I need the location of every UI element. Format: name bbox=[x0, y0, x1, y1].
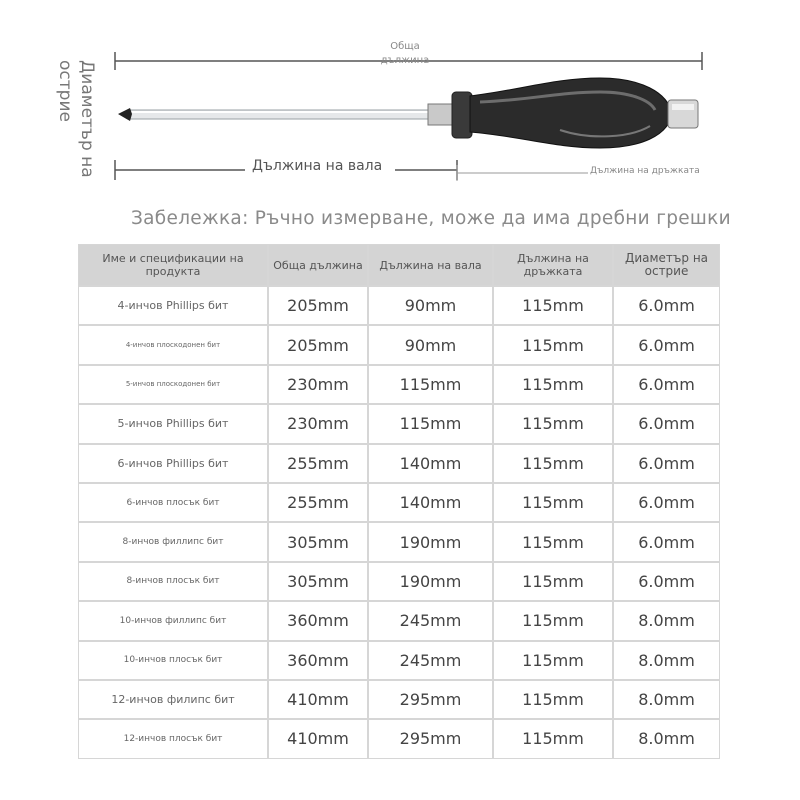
screwdriver-illustration bbox=[0, 0, 800, 210]
table-row bbox=[78, 680, 720, 719]
cell-product-name: 8-инчов плосък бит bbox=[78, 562, 268, 601]
cell-tip-diameter: 6.0mm bbox=[613, 562, 720, 601]
header-tip-diameter: Диаметър на острие bbox=[613, 244, 720, 286]
cell-total-length: 305mm bbox=[268, 522, 368, 561]
header-handle-length: Дължина на дръжката bbox=[493, 244, 613, 286]
cell-shaft-length: 140mm bbox=[368, 444, 493, 483]
cell-product-name: 4-инчов Phillips бит bbox=[78, 286, 268, 325]
cell-tip-diameter: 6.0mm bbox=[613, 325, 720, 364]
cell-handle-length: 115mm bbox=[493, 483, 613, 522]
cell-tip-diameter: 6.0mm bbox=[613, 522, 720, 561]
table-row bbox=[78, 719, 720, 758]
cell-handle-length: 115mm bbox=[493, 444, 613, 483]
table-row bbox=[78, 325, 720, 364]
cell-total-length: 255mm bbox=[268, 444, 368, 483]
cell-total-length: 360mm bbox=[268, 641, 368, 680]
cell-handle-length: 115mm bbox=[493, 404, 613, 443]
cell-product-name: 5-инчов плоскодонен бит bbox=[78, 365, 268, 404]
header-product-name: Име и спецификации на продукта bbox=[78, 244, 268, 286]
screwdriver-handle bbox=[452, 78, 698, 148]
cell-handle-length: 115mm bbox=[493, 365, 613, 404]
cell-shaft-length: 245mm bbox=[368, 601, 493, 640]
cell-shaft-length: 140mm bbox=[368, 483, 493, 522]
header-total-length: Обща дължина bbox=[268, 244, 368, 286]
cell-product-name: 10-инчов плосък бит bbox=[78, 641, 268, 680]
cell-handle-length: 115mm bbox=[493, 522, 613, 561]
cell-product-name: 6-инчов плосък бит bbox=[78, 483, 268, 522]
cell-handle-length: 115mm bbox=[493, 286, 613, 325]
cell-handle-length: 115mm bbox=[493, 601, 613, 640]
measurement-note: Забележка: Ръчно измерване, може да има дребни грешки bbox=[131, 208, 731, 229]
cell-tip-diameter: 6.0mm bbox=[613, 444, 720, 483]
handle-length-label: Дължина на дръжката bbox=[590, 166, 700, 176]
screwdriver-diagram bbox=[0, 0, 800, 210]
table-row bbox=[78, 404, 720, 443]
table-header-row bbox=[78, 244, 720, 286]
cell-total-length: 230mm bbox=[268, 404, 368, 443]
total-length-label: Обща дължина bbox=[380, 41, 430, 66]
cell-product-name: 8-инчов филлипс бит bbox=[78, 522, 268, 561]
cell-product-name: 4-инчов плоскодонен бит bbox=[78, 325, 268, 364]
screwdriver-shaft bbox=[118, 104, 454, 125]
cell-shaft-length: 90mm bbox=[368, 325, 493, 364]
cell-total-length: 205mm bbox=[268, 325, 368, 364]
cell-handle-length: 115mm bbox=[493, 680, 613, 719]
cell-total-length: 255mm bbox=[268, 483, 368, 522]
cell-handle-length: 115mm bbox=[493, 641, 613, 680]
cell-shaft-length: 295mm bbox=[368, 680, 493, 719]
cell-tip-diameter: 8.0mm bbox=[613, 719, 720, 758]
cell-handle-length: 115mm bbox=[493, 719, 613, 758]
cell-product-name: 6-инчов Phillips бит bbox=[78, 444, 268, 483]
cell-total-length: 205mm bbox=[268, 286, 368, 325]
cell-product-name: 12-инчов филипс бит bbox=[78, 680, 268, 719]
cell-tip-diameter: 6.0mm bbox=[613, 404, 720, 443]
cell-total-length: 305mm bbox=[268, 562, 368, 601]
header-shaft-length: Дължина на вала bbox=[368, 244, 493, 286]
table-row bbox=[78, 641, 720, 680]
shaft-length-label: Дължина на вала bbox=[252, 158, 383, 174]
cell-handle-length: 115mm bbox=[493, 325, 613, 364]
table-row bbox=[78, 522, 720, 561]
cell-product-name: 5-инчов Phillips бит bbox=[78, 404, 268, 443]
table-row bbox=[78, 601, 720, 640]
cell-shaft-length: 190mm bbox=[368, 522, 493, 561]
table-row bbox=[78, 286, 720, 325]
cell-tip-diameter: 8.0mm bbox=[613, 680, 720, 719]
cell-product-name: 12-инчов плосък бит bbox=[78, 719, 268, 758]
table-row bbox=[78, 483, 720, 522]
handle-length-dimension bbox=[457, 165, 588, 181]
cell-total-length: 410mm bbox=[268, 680, 368, 719]
cell-tip-diameter: 8.0mm bbox=[613, 641, 720, 680]
cell-tip-diameter: 6.0mm bbox=[613, 365, 720, 404]
cell-tip-diameter: 8.0mm bbox=[613, 601, 720, 640]
cell-tip-diameter: 6.0mm bbox=[613, 483, 720, 522]
cell-product-name: 10-инчов филлипс бит bbox=[78, 601, 268, 640]
cell-shaft-length: 245mm bbox=[368, 641, 493, 680]
cell-shaft-length: 115mm bbox=[368, 365, 493, 404]
cell-shaft-length: 90mm bbox=[368, 286, 493, 325]
cell-total-length: 360mm bbox=[268, 601, 368, 640]
cell-handle-length: 115mm bbox=[493, 562, 613, 601]
table-row bbox=[78, 365, 720, 404]
cell-shaft-length: 295mm bbox=[368, 719, 493, 758]
cell-total-length: 230mm bbox=[268, 365, 368, 404]
specifications-table bbox=[78, 244, 720, 759]
cell-shaft-length: 190mm bbox=[368, 562, 493, 601]
cell-shaft-length: 115mm bbox=[368, 404, 493, 443]
table-row bbox=[78, 444, 720, 483]
table-row bbox=[78, 562, 720, 601]
tip-diameter-label: Диаметър на острие bbox=[55, 60, 97, 178]
cell-total-length: 410mm bbox=[268, 719, 368, 758]
cell-tip-diameter: 6.0mm bbox=[613, 286, 720, 325]
